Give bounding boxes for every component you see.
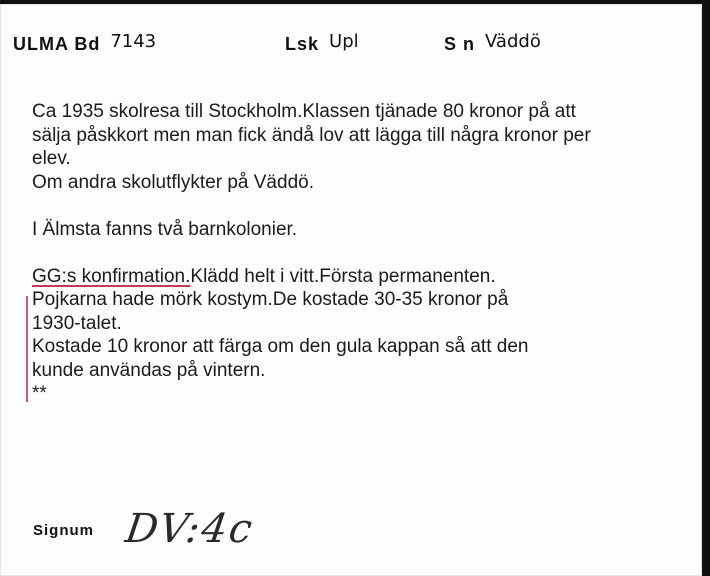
text-line: kunde användas på vintern. (32, 359, 266, 381)
text-line (32, 265, 692, 289)
landskap-label: Lsk (285, 34, 320, 54)
signum-label: Signum (33, 522, 94, 539)
red-margin-mark (26, 296, 28, 402)
socken-field (444, 31, 541, 55)
archive-label: ULMA Bd (13, 34, 101, 54)
archive-value: 7143 (110, 31, 157, 52)
text-line: sälja påskkort men man fick ändå lov att lägga till några kronor per (32, 124, 591, 146)
text-line: I Älmsta fanns två barnkolonier. (32, 218, 298, 240)
text-line: elev. (32, 148, 71, 169)
text-line: Om andra skolutflykter på Väddö. (32, 171, 314, 193)
paragraph-confirmation (32, 265, 692, 406)
underlined-heading: GG:s konfirmation. (32, 265, 191, 287)
text-line: ** (32, 383, 47, 404)
socken-value: Väddö (485, 31, 541, 52)
scan-edge-right (702, 0, 710, 576)
record-text (32, 100, 692, 406)
signum-handwritten-value: DV:4c (122, 506, 257, 552)
archive-field (13, 31, 157, 55)
text-line: Ca 1935 skolresa till Stockholm.Klassen tjänade 80 kronor på att (32, 101, 576, 122)
text-line: Pojkarna hade mörk kostym.De kostade 30-35 kronor på (32, 289, 509, 310)
landskap-value: Upl (329, 31, 359, 52)
landskap-field (285, 31, 359, 55)
archive-card (0, 4, 702, 576)
paragraph-colonies (32, 218, 692, 242)
socken-label: S n (444, 34, 476, 54)
paragraph-school-trip (32, 100, 692, 194)
heading-continuation: Klädd helt i vitt.Första permanenten. (190, 265, 496, 287)
text-line: 1930-talet. (32, 312, 122, 334)
text-line: Kostade 10 kronor att färga om den gula kappan så att den (32, 336, 529, 357)
